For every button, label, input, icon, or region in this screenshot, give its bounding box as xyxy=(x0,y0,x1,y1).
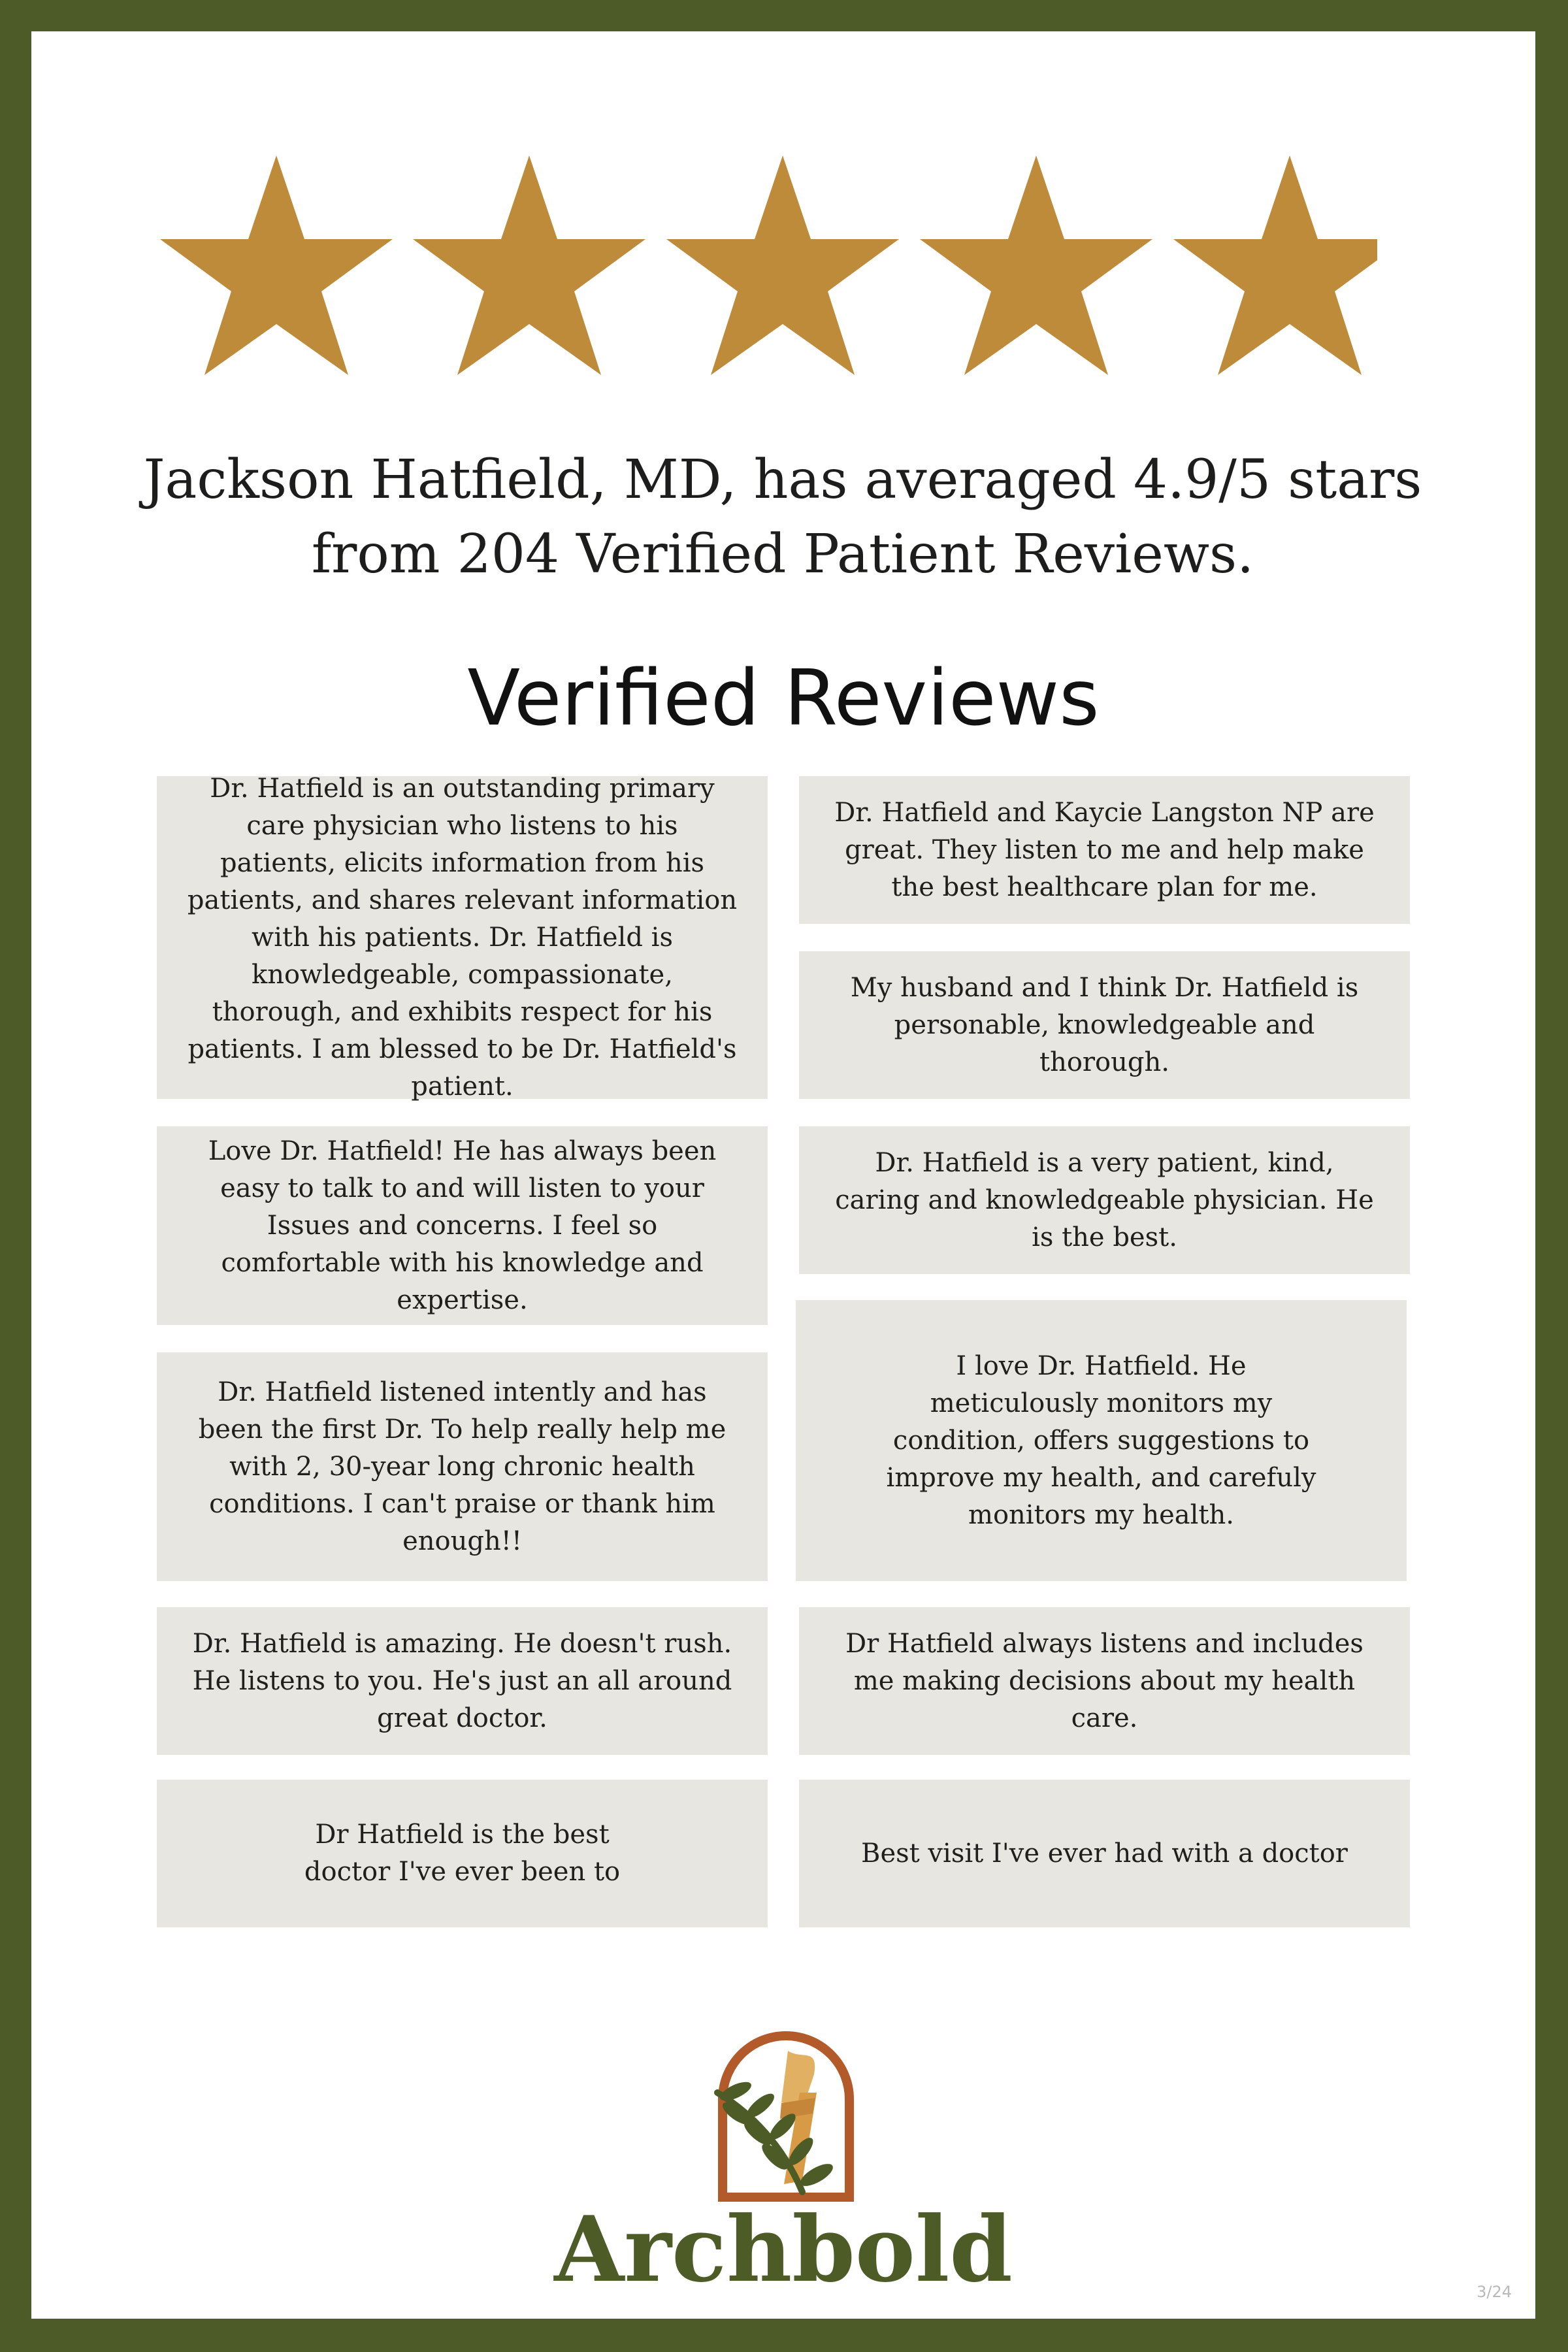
star-icon xyxy=(408,155,650,384)
review-text: Dr. Hatfield and Kaycie Langston NP are great. They listen to me and help make the best healthcare plan for me. xyxy=(834,797,1375,902)
review-text: Dr. Hatfield is a very patient, kind, caring and knowledgeable physician. He is the best. xyxy=(835,1147,1374,1252)
review-card xyxy=(157,1780,768,1927)
review-card xyxy=(157,1607,768,1755)
review-card xyxy=(799,1607,1410,1755)
review-card xyxy=(799,1780,1410,1927)
review-card xyxy=(799,951,1410,1099)
review-text: Dr Hatfield is the best doctor I've ever been to xyxy=(304,1820,621,1887)
review-text: Dr. Hatfield is amazing. He doesn't rush. He listens to you. He's just an all around great doctor. xyxy=(192,1628,732,1733)
rating-summary xyxy=(97,443,1469,592)
review-card xyxy=(157,1126,768,1325)
brand-wordmark: Archbold xyxy=(554,2196,1013,2302)
star-rating xyxy=(155,155,1377,417)
archbold-torch-arch-logo xyxy=(704,2021,868,2204)
review-text: Dr. Hatfield listened intently and has been the first Dr. To help really help me with 2, 30-year long chronic health conditions. I can't praise or thank him enough!! xyxy=(198,1377,727,1556)
review-text: Best visit I've ever had with a doctor xyxy=(861,1838,1348,1869)
review-card xyxy=(157,773,768,1102)
review-card xyxy=(157,1352,768,1581)
review-card xyxy=(796,1300,1407,1581)
rating-summary-line: from 204 Verified Patient Reviews. xyxy=(311,523,1254,585)
star-icon xyxy=(1169,155,1377,384)
star-icon xyxy=(662,155,904,384)
review-text: Dr Hatfield always listens and includes me making decisions about my health care. xyxy=(845,1628,1364,1733)
review-text: My husband and I think Dr. Hatfield is personable, knowledgeable and thorough. xyxy=(850,972,1359,1077)
review-text: I love Dr. Hatfield. He meticulously monitors my condition, offers suggestions to improve my health, and carefuly monitors my health. xyxy=(886,1350,1316,1530)
star-icon xyxy=(155,155,397,384)
review-text: Dr. Hatfield is an outstanding primary care physician who listens to his patients, elicits information from his patients, and shares relevant information with his patients. Dr. Hatfield is knowledgeable, compassionate, thorough, and exhibits respect for his patients. I am blessed to be Dr. Hatfield's patient. xyxy=(187,773,738,1102)
review-card xyxy=(799,776,1410,924)
rating-summary-line: Jackson Hatfield, MD, has averaged 4.9/5 stars xyxy=(143,449,1422,511)
review-text: Love Dr. Hatfield! He has always been easy to talk to and will listen to your Issues and concerns. I feel so comfortable with his knowledge and expertise. xyxy=(208,1135,717,1315)
star-icon xyxy=(915,155,1157,384)
page-number: 3/24 xyxy=(1477,2283,1512,2301)
section-heading: Verified Reviews xyxy=(467,653,1100,743)
review-page xyxy=(31,31,1535,2319)
review-card xyxy=(799,1126,1410,1274)
